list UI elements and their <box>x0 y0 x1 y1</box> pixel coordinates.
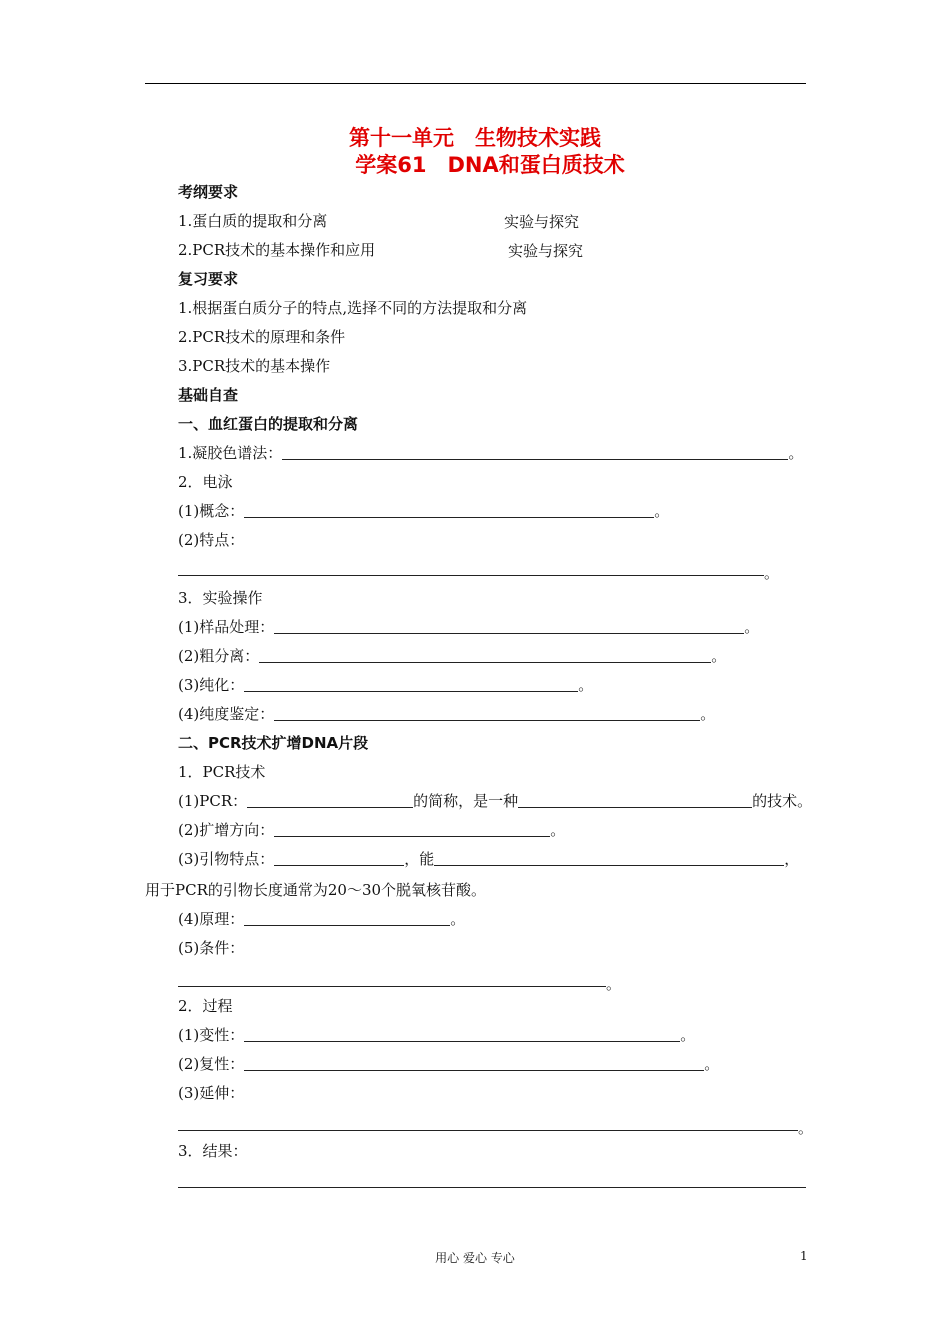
primer-blank-1[interactable] <box>274 851 404 866</box>
denature-line <box>178 1025 695 1045</box>
pcr-blank-1[interactable] <box>247 793 413 808</box>
review-item-1: 1.根据蛋白质分子的特点,选择不同的方法提取和分离 <box>178 299 528 317</box>
denature-label: (1)变性： <box>178 1026 245 1044</box>
purity-line <box>178 704 715 724</box>
syllabus-level-1: 实验与探究 <box>504 213 580 231</box>
concept-blank[interactable] <box>244 503 654 518</box>
principle-label: (4)原理： <box>178 910 245 928</box>
period: 。 <box>744 618 760 636</box>
condition-label: (5)条件： <box>178 939 245 957</box>
purify-blank[interactable] <box>244 677 578 692</box>
period: 。 <box>798 1119 814 1137</box>
review-item-3: 3.PCR技术的基本操作 <box>178 357 331 375</box>
part1-heading: 一、血红蛋白的提取和分离 <box>178 415 359 433</box>
unit-title: 第十一单元 生物技术实践 <box>349 126 601 150</box>
comma: ， <box>784 850 800 868</box>
sample-label: (1)样品处理： <box>178 618 275 636</box>
process-heading: 2．过程 <box>178 997 233 1015</box>
page-number: 1 <box>800 1249 808 1263</box>
extend-label: (3)延伸： <box>178 1084 245 1102</box>
period: 。 <box>711 647 727 665</box>
direction-label: (2)扩增方向： <box>178 821 275 839</box>
extend-blank[interactable] <box>178 1130 798 1131</box>
direction-blank[interactable] <box>274 822 550 837</box>
period: 。 <box>578 676 594 694</box>
period: 。 <box>550 821 566 839</box>
pcr-label: (1)PCR： <box>178 792 248 810</box>
renature-line <box>178 1054 719 1074</box>
tech-heading: 1．PCR技术 <box>178 763 266 781</box>
rough-blank[interactable] <box>259 648 711 663</box>
pcr-mid: 的简称，是一种 <box>413 792 519 810</box>
ops-heading: 3．实验操作 <box>178 589 263 607</box>
renature-blank[interactable] <box>244 1056 704 1071</box>
primer-line <box>178 849 799 869</box>
period: 。 <box>764 564 780 582</box>
syllabus-heading: 考纲要求 <box>178 183 239 201</box>
result-blank[interactable] <box>178 1187 806 1188</box>
primer-mid: ，能 <box>404 850 435 868</box>
purity-label: (4)纯度鉴定： <box>178 705 275 723</box>
condition-blank[interactable] <box>178 986 606 987</box>
rough-label: (2)粗分离： <box>178 647 260 665</box>
pcr-line <box>178 791 812 811</box>
syllabus-level-2: 实验与探究 <box>508 242 584 260</box>
renature-label: (2)复性： <box>178 1055 245 1073</box>
sample-line <box>178 617 759 637</box>
sample-blank[interactable] <box>274 619 744 634</box>
pcr-end: 的技术。 <box>752 792 813 810</box>
period: 。 <box>450 910 466 928</box>
part2-heading: 二、PCR技术扩增DNA片段 <box>178 734 369 752</box>
review-item-2: 2.PCR技术的原理和条件 <box>178 328 346 346</box>
period: 。 <box>704 1055 720 1073</box>
case-title: 学案61 DNA和蛋白质技术 <box>355 153 625 177</box>
principle-blank[interactable] <box>244 911 450 926</box>
purify-line <box>178 675 593 695</box>
syllabus-item-1: 1.蛋白质的提取和分离 <box>178 212 328 230</box>
footer-text: 用心 爱心 专心 <box>435 1251 515 1265</box>
syllabus-item-2: 2.PCR技术的基本操作和应用 <box>178 241 376 259</box>
principle-line <box>178 909 465 929</box>
top-rule <box>145 83 806 84</box>
basics-heading: 基础自查 <box>178 386 239 404</box>
gel-line <box>178 443 803 463</box>
period: 。 <box>788 444 804 462</box>
review-heading: 复习要求 <box>178 270 239 288</box>
period: 。 <box>606 975 622 993</box>
purity-blank[interactable] <box>274 706 700 721</box>
primer-blank-2[interactable] <box>434 851 784 866</box>
pcr-blank-2[interactable] <box>518 793 752 808</box>
feature-label: (2)特点： <box>178 531 245 549</box>
concept-line <box>178 501 669 521</box>
rough-line <box>178 646 726 666</box>
primer-continuation: 用于PCR的引物长度通常为20～30个脱氧核苷酸。 <box>145 881 487 899</box>
result-label: 3．结果： <box>178 1142 248 1160</box>
purify-label: (3)纯化： <box>178 676 245 694</box>
gel-label: 1.凝胶色谱法： <box>178 444 283 462</box>
primer-label: (3)引物特点： <box>178 850 275 868</box>
gel-blank[interactable] <box>282 445 788 460</box>
direction-line <box>178 820 565 840</box>
period: 。 <box>680 1026 696 1044</box>
electro-heading: 2．电泳 <box>178 473 233 491</box>
period: 。 <box>700 705 716 723</box>
feature-blank[interactable] <box>178 575 764 576</box>
period: 。 <box>654 502 670 520</box>
concept-label: (1)概念： <box>178 502 245 520</box>
denature-blank[interactable] <box>244 1027 680 1042</box>
